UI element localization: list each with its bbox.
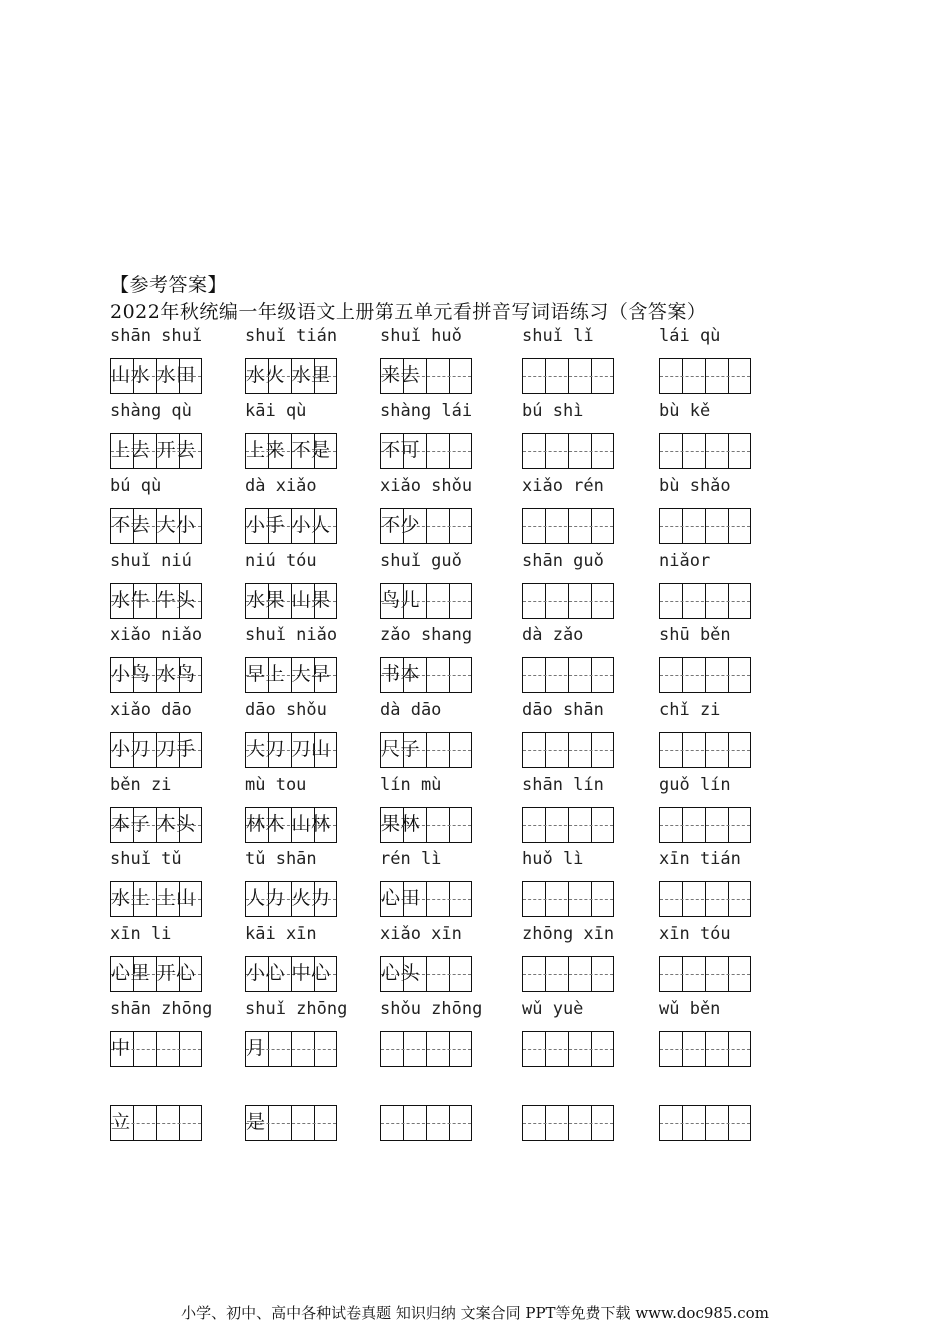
pinyin-prompt: shuǐ zhōng <box>245 999 348 1019</box>
answer-text <box>660 432 800 468</box>
pinyin-prompt: niǎor <box>659 551 711 571</box>
exercise-item <box>245 474 387 544</box>
pinyin-prompt: běn zi <box>110 775 172 795</box>
pinyin-prompt: tǔ shān <box>245 849 317 869</box>
exercise-row <box>110 1071 770 1141</box>
exercise-item <box>380 623 522 693</box>
pinyin-prompt: shǒu zhōng <box>380 999 483 1019</box>
exercise-item <box>380 922 522 992</box>
pinyin-prompt: shān zhōng <box>110 999 213 1019</box>
pinyin-prompt: xiǎo dāo <box>110 700 192 720</box>
pinyin-prompt: bú shì <box>522 401 584 421</box>
answer-text: 不少 <box>381 514 421 536</box>
pinyin-prompt: shuǐ tǔ <box>110 849 182 869</box>
exercise-item <box>522 997 664 1067</box>
exercise-item <box>522 698 664 768</box>
answer-text: 不去 大小 <box>111 514 196 536</box>
exercise-item <box>380 997 522 1067</box>
pinyin-prompt: niú tóu <box>245 551 317 571</box>
answer-text <box>660 582 800 618</box>
exercise-row <box>110 474 770 544</box>
pinyin-prompt <box>522 1071 664 1095</box>
answer-text <box>523 880 663 916</box>
answer-text <box>660 880 800 916</box>
exercise-item <box>110 773 252 843</box>
pinyin-prompt: lái qù <box>659 326 721 346</box>
pinyin-prompt: zhōng xīn <box>522 924 615 944</box>
answer-text: 鸟儿 <box>381 589 421 611</box>
pinyin-prompt <box>659 1071 801 1095</box>
exercise-row <box>110 399 770 469</box>
exercise-item <box>522 623 664 693</box>
pinyin-prompt: chǐ zi <box>659 700 721 720</box>
answer-text: 小刀 刀手 <box>111 738 196 760</box>
answer-text <box>660 656 800 692</box>
pinyin-prompt: shàng qù <box>110 401 192 421</box>
pinyin-prompt: shuǐ huǒ <box>380 326 462 346</box>
exercise-row <box>110 324 770 394</box>
footer-text: 小学、初中、高中各种试卷真题 知识归纳 文案合同 PPT等免费下载 www.doc985.com <box>181 1304 769 1322</box>
exercise-item <box>110 474 252 544</box>
pinyin-prompt: xiǎo rén <box>522 476 604 496</box>
pinyin-prompt: shū běn <box>659 625 731 645</box>
exercise-item <box>245 549 387 619</box>
answer-text <box>381 1030 521 1066</box>
answer-text <box>523 806 663 842</box>
answer-text: 上去 开去 <box>111 439 196 461</box>
exercise-item <box>659 698 801 768</box>
pinyin-prompt: dāo shān <box>522 700 604 720</box>
exercise-row <box>110 847 770 917</box>
answer-text <box>381 1104 521 1140</box>
exercise-item <box>522 773 664 843</box>
answer-text <box>523 582 663 618</box>
answer-text <box>660 1030 800 1066</box>
answer-text <box>660 357 800 393</box>
answer-text <box>523 1104 663 1140</box>
answer-text: 本子 木头 <box>111 813 196 835</box>
exercise-item <box>245 698 387 768</box>
answer-text: 不可 <box>381 439 421 461</box>
exercise-item <box>110 324 252 394</box>
answer-text <box>523 656 663 692</box>
answer-text <box>523 357 663 393</box>
exercise-item <box>245 399 387 469</box>
pinyin-prompt: kāi xīn <box>245 924 317 944</box>
answer-text <box>523 731 663 767</box>
exercise-item <box>110 847 252 917</box>
answer-heading: 【参考答案】 <box>110 274 228 296</box>
exercise-row <box>110 623 770 693</box>
pinyin-prompt <box>245 1071 387 1095</box>
document-title: 2022年秋统编一年级语文上册第五单元看拼音写词语练习（含答案） <box>110 301 707 323</box>
answer-text: 林木 山林 <box>246 813 331 835</box>
answer-text: 月 <box>246 1037 266 1059</box>
answer-text: 水果 山果 <box>246 589 331 611</box>
exercise-row <box>110 549 770 619</box>
pinyin-prompt: shān shuǐ <box>110 326 203 346</box>
answer-text: 中 <box>111 1037 131 1059</box>
exercise-item <box>110 698 252 768</box>
exercise-item <box>245 623 387 693</box>
exercise-item <box>380 773 522 843</box>
exercise-item <box>522 324 664 394</box>
exercise-item <box>380 1071 522 1141</box>
pinyin-prompt: shuǐ guǒ <box>380 551 462 571</box>
pinyin-prompt: dāo shǒu <box>245 700 327 720</box>
pinyin-prompt: bú qù <box>110 476 162 496</box>
pinyin-prompt: bù kě <box>659 401 711 421</box>
exercise-item <box>659 549 801 619</box>
pinyin-prompt <box>110 1071 252 1095</box>
exercise-item <box>380 698 522 768</box>
pinyin-prompt: dà dāo <box>380 700 442 720</box>
pinyin-prompt: shuǐ niǎo <box>245 625 338 645</box>
answer-text: 是 <box>246 1111 266 1133</box>
exercise-item <box>245 324 387 394</box>
exercise-item <box>659 847 801 917</box>
pinyin-prompt: zǎo shang <box>380 625 473 645</box>
pinyin-prompt: shàng lái <box>380 401 473 421</box>
pinyin-prompt: mù tou <box>245 775 307 795</box>
answer-text: 心田 <box>381 887 421 909</box>
answer-text: 心头 <box>381 962 421 984</box>
exercise-item <box>659 997 801 1067</box>
exercise-row <box>110 922 770 992</box>
exercise-item <box>522 922 664 992</box>
pinyin-prompt: dà xiǎo <box>245 476 317 496</box>
exercise-item <box>380 549 522 619</box>
exercise-item <box>380 399 522 469</box>
exercise-item <box>522 474 664 544</box>
answer-text: 大刀 刀山 <box>246 738 331 760</box>
pinyin-prompt: xīn tián <box>659 849 741 869</box>
pinyin-prompt: shuǐ lǐ <box>522 326 594 346</box>
answer-text: 水火 水里 <box>246 364 331 386</box>
pinyin-prompt: shuǐ tián <box>245 326 338 346</box>
exercise-item <box>522 399 664 469</box>
exercise-item <box>110 922 252 992</box>
exercise-item <box>110 399 252 469</box>
pinyin-prompt <box>380 1071 522 1095</box>
pinyin-prompt: xiǎo niǎo <box>110 625 203 645</box>
answer-text <box>660 507 800 543</box>
exercise-item <box>245 1071 387 1141</box>
answer-text: 立 <box>111 1111 131 1133</box>
exercise-item <box>380 474 522 544</box>
answer-text <box>523 1030 663 1066</box>
pinyin-prompt: huǒ lì <box>522 849 584 869</box>
pinyin-prompt: xīn tóu <box>659 924 731 944</box>
pinyin-prompt: guǒ lín <box>659 775 731 795</box>
exercise-item <box>380 847 522 917</box>
exercise-row <box>110 773 770 843</box>
exercise-item <box>110 997 252 1067</box>
exercise-item <box>245 773 387 843</box>
exercise-item <box>110 549 252 619</box>
pinyin-prompt: rén lì <box>380 849 442 869</box>
exercise-item <box>522 847 664 917</box>
answer-text: 小鸟 水鸟 <box>111 663 196 685</box>
exercise-item <box>659 922 801 992</box>
answer-text: 心里 开心 <box>111 962 196 984</box>
pinyin-prompt: bù shǎo <box>659 476 731 496</box>
answer-text: 尺子 <box>381 738 421 760</box>
answer-text <box>660 1104 800 1140</box>
exercise-item <box>659 324 801 394</box>
answer-text: 水土 土山 <box>111 887 196 909</box>
exercise-item <box>110 1071 252 1141</box>
answer-text: 水牛 牛头 <box>111 589 196 611</box>
answer-text: 来去 <box>381 364 421 386</box>
pinyin-prompt: shān guǒ <box>522 551 604 571</box>
answer-text: 早上 大早 <box>246 663 331 685</box>
exercise-row <box>110 698 770 768</box>
answer-text <box>523 955 663 991</box>
exercise-item <box>522 1071 664 1141</box>
answer-text <box>523 507 663 543</box>
pinyin-prompt: xiǎo xīn <box>380 924 462 944</box>
answer-text: 山水 水田 <box>111 364 196 386</box>
exercise-item <box>380 324 522 394</box>
answer-text <box>660 955 800 991</box>
answer-text: 上来 不是 <box>246 439 331 461</box>
pinyin-prompt: shuǐ niú <box>110 551 192 571</box>
pinyin-prompt: wǔ běn <box>659 999 721 1019</box>
exercise-item <box>659 399 801 469</box>
exercise-item <box>659 623 801 693</box>
pinyin-prompt: shān lín <box>522 775 604 795</box>
exercise-row <box>110 997 770 1067</box>
answer-text <box>660 806 800 842</box>
answer-text: 小心 中心 <box>246 962 331 984</box>
pinyin-prompt: xīn li <box>110 924 172 944</box>
exercise-item <box>522 549 664 619</box>
pinyin-prompt: xiǎo shǒu <box>380 476 473 496</box>
answer-text: 小手 小人 <box>246 514 331 536</box>
answer-text: 果林 <box>381 813 421 835</box>
pinyin-prompt: kāi qù <box>245 401 307 421</box>
pinyin-prompt: dà zǎo <box>522 625 584 645</box>
answer-text <box>660 731 800 767</box>
answer-text: 人力 火力 <box>246 887 331 909</box>
exercise-item <box>245 922 387 992</box>
answer-text <box>523 432 663 468</box>
pinyin-prompt: lín mù <box>380 775 442 795</box>
exercise-item <box>110 623 252 693</box>
exercise-item <box>659 1071 801 1141</box>
exercise-item <box>245 847 387 917</box>
answer-text: 书本 <box>381 663 421 685</box>
pinyin-prompt: wǔ yuè <box>522 999 584 1019</box>
exercise-item <box>659 773 801 843</box>
exercise-item <box>245 997 387 1067</box>
exercise-item <box>659 474 801 544</box>
